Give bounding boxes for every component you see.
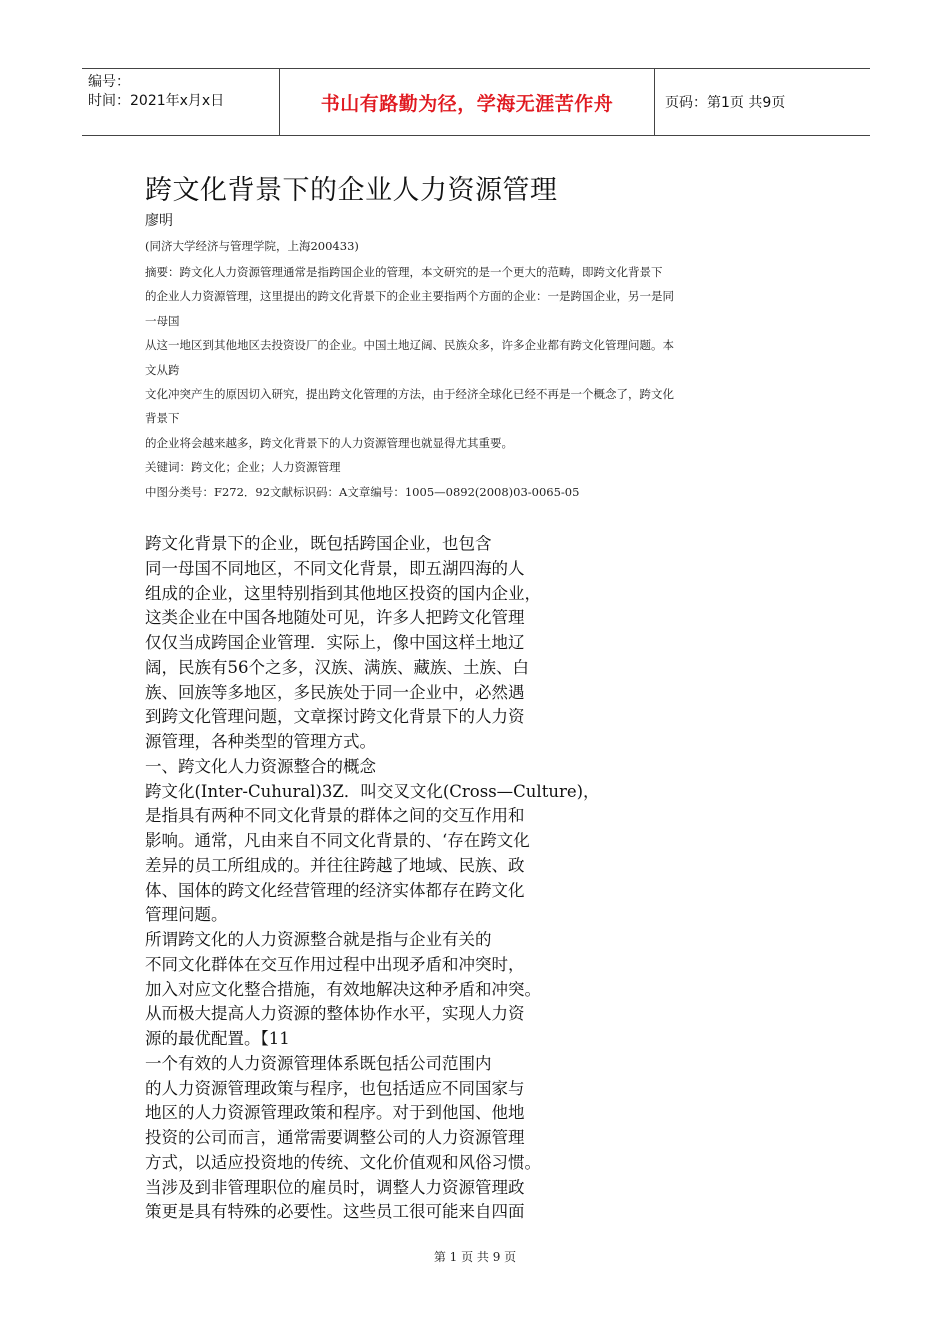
body-line: 从而极大提高人力资源的整体协作水平，实现人力资 (145, 1004, 525, 1024)
abstract-line: 文化冲突产生的原因切入研究，提出跨文化管理的方法，由于经济全球化已经不再是一个概念了，跨文化 (145, 387, 674, 402)
body-line: 影响。通常，凡由来自不同文化背景的、‘存在跨文化 (145, 831, 530, 850)
page-header (82, 68, 870, 136)
body-line: 的人力资源管理政策与程序，也包括适应不同国家与 (145, 1078, 525, 1098)
body-line: 跨文化背景下的企业，既包括跨国企业，也包含 (145, 534, 492, 553)
abstract-line: 的企业人力资源管理，这里提出的跨文化背景下的企业主要指两个方面的企业：一是跨国企业，另一是同 (145, 289, 674, 304)
body-line: 当涉及到非管理职位的雇员时，调整人力资源管理政 (145, 1177, 525, 1197)
page-footer: 第 1 页 共 9 页 (433, 1250, 517, 1264)
abstract-line: 中图分类号：F272．92文献标识码：A文章编号：1005—0892(2008)03-0065-05 (145, 484, 580, 499)
body-line: 地区的人力资源管理政策和程序。对于到他国、他地 (145, 1103, 525, 1123)
body-line: 这类企业在中国各地随处可见，许多人把跨文化管理 (145, 608, 525, 628)
body-line: 仅仅当成跨国企业管理．实际上，像中国这样土地辽 (145, 633, 525, 652)
body-line: 组成的企业，这里特别指到其他地区投资的国内企业， (145, 583, 541, 603)
author-affiliation: (同济大学经济与管理学院，上海200433) (145, 239, 359, 253)
body-line: 是指具有两种不同文化背景的群体之间的交互作用和 (145, 806, 525, 826)
abstract-line: 摘要：跨文化人力资源管理通常是指跨国企业的管理，本文研究的是一个更大的范畴，即跨文化背景下 (145, 265, 663, 279)
article-title: 跨文化背景下的企业人力资源管理 (145, 175, 558, 206)
body-line: 到跨文化管理问题，文章探讨跨文化背景下的人力资 (145, 707, 525, 727)
time-label: 时间：2021年x月x日 (88, 93, 225, 109)
body-line: 源的最优配置。【11 (145, 1029, 290, 1048)
abstract-line: 背景下 (145, 411, 180, 426)
body-line: 所谓跨文化的人力资源整合就是指与企业有关的 (145, 930, 492, 949)
body-line: 同一母国不同地区，不同文化背景，即五湖四海的人 (145, 558, 525, 578)
author-name: 廖明 (145, 213, 173, 229)
body-line: 投资的公司而言，通常需要调整公司的人力资源管理 (145, 1128, 525, 1147)
abstract-line: 一母国 (145, 313, 180, 328)
header-meta (82, 69, 280, 135)
abstract-line: 文从跨 (145, 362, 180, 377)
body-line: 不同文化群体在交互作用过程中出现矛盾和冲突时， (145, 954, 525, 974)
body-line: 管理问题。 (145, 905, 228, 925)
body-line: 体、国体的跨文化经营管理的经济实体都存在跨文化 (145, 880, 525, 900)
body-line: 阔，民族有56个之多，汉族、满族、藏族、土族、白 (145, 657, 529, 677)
abstract-block (145, 260, 805, 504)
body-line: 方式，以适应投资地的传统、文化价值观和风俗习惯。 (145, 1152, 541, 1172)
body-line: 一、跨文化人力资源整合的概念 (145, 756, 376, 776)
header-motto: 书山有路勤为径，学海无涯苦作舟 (280, 69, 655, 135)
body-line: 族、回族等多地区，多民族处于同一企业中，必然遇 (145, 682, 525, 702)
abstract-line: 的企业将会越来越多，跨文化背景下的人力资源管理也就显得尤其重要。 (145, 435, 513, 450)
body-line: 差异的员工所组成的。并往往跨越了地域、民族、政 (145, 855, 525, 875)
body-text (145, 532, 665, 1225)
body-line: 源管理，各种类型的管理方式。 (145, 732, 376, 751)
number-label: 编号： (88, 74, 130, 90)
abstract-line: 关键词：跨文化；企业；人力资源管理 (145, 460, 341, 475)
body-line: 加入对应文化整合措施，有效地解决这种矛盾和冲突。 (145, 979, 541, 999)
body-line: 跨文化(Inter-Cuhural)3Z．叫交叉文化(Cross—Culture)， (145, 781, 600, 801)
header-page-info: 页码：第1页 共9页 (665, 95, 786, 111)
abstract-line: 从这一地区到其他地区去投资设厂的企业。中国土地辽阔、民族众多，许多企业都有跨文化管理问题。本 (145, 338, 674, 353)
body-line: 策更是具有特殊的必要性。这些员工很可能来自四面 (145, 1202, 525, 1222)
body-line: 一个有效的人力资源管理体系既包括公司范围内 (145, 1053, 492, 1073)
